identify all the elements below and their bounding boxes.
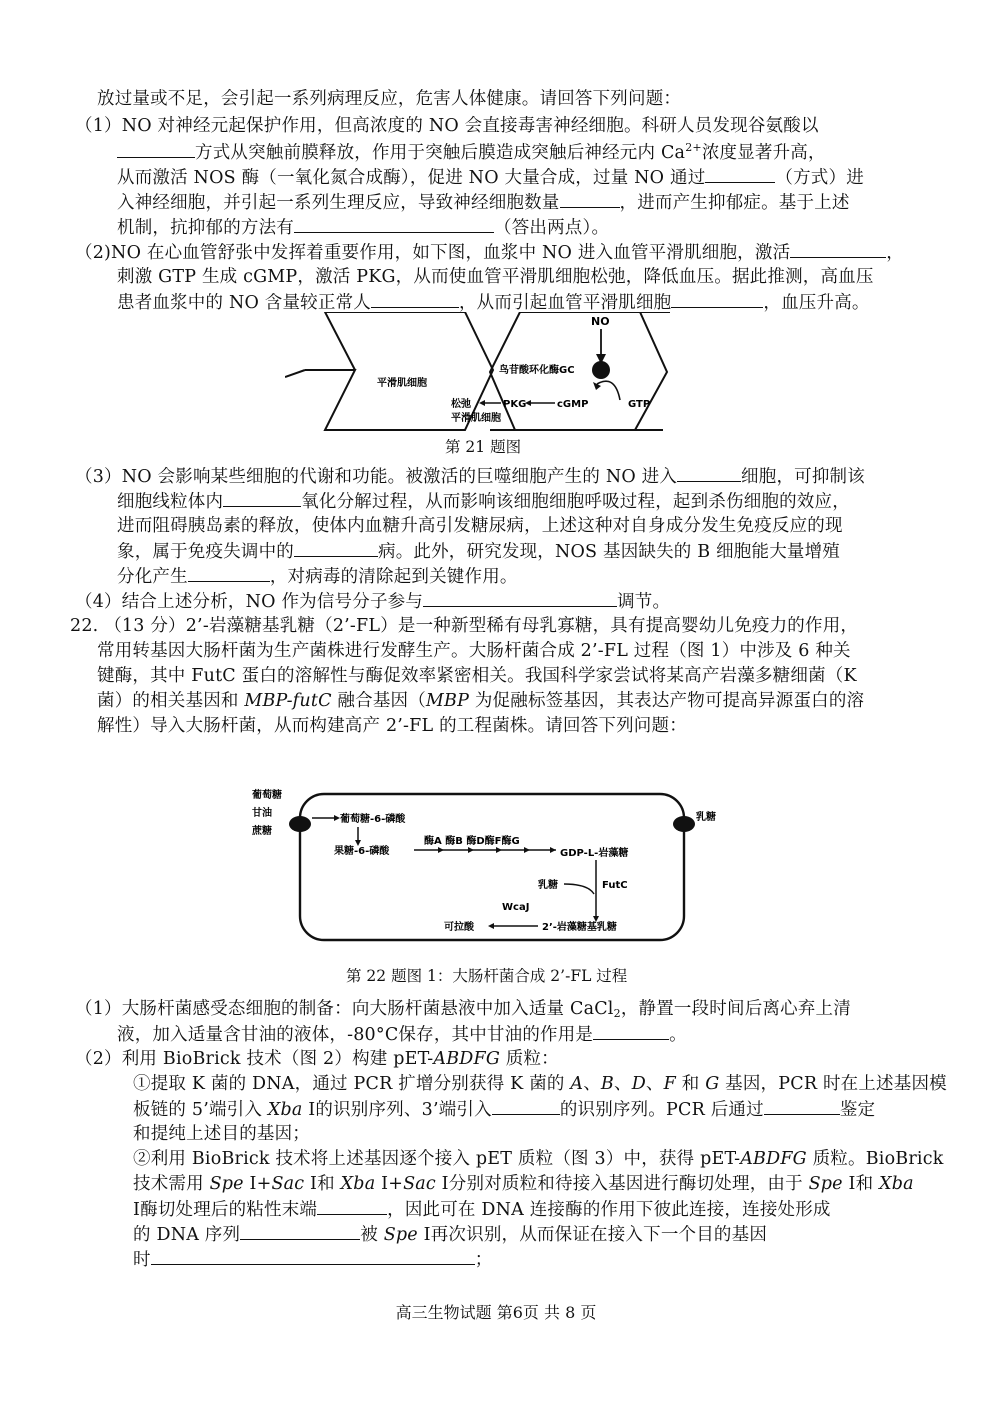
fig21-relax: 松弛: [451, 399, 471, 410]
fig21-cgmp: cGMP: [557, 399, 589, 410]
fig22-2fl: 2’-岩藻糖基乳糖: [542, 922, 617, 933]
answer-blank[interactable]: [705, 165, 775, 183]
fig22-futc: FutC: [602, 880, 628, 891]
text-line: 放过量或不足，会引起一系列病理反应，危害人体健康。请回答下列问题：: [97, 89, 682, 109]
answer-blank[interactable]: [188, 564, 270, 582]
fig21-cell1-label: 平滑肌细胞: [377, 378, 427, 389]
transporter-right-icon: [673, 816, 695, 832]
text-line: 分化产生 ，对病毒的清除起到关键作用。: [117, 564, 518, 589]
fig22-lactose-out: 乳糖: [696, 812, 716, 823]
text-line: 从而激活 NOS 酶（一氧化氮合成酶），促进 NO 大量合成，过量 NO 通过 （方式）进: [117, 165, 864, 190]
text-line: （3）NO 会影响某些细胞的代谢和功能。被激活的巨噬细胞产生的 NO 进入 细胞，可抑制该: [75, 464, 865, 489]
fig22-g6p: 葡萄糖-6-磷酸: [340, 814, 406, 825]
text-line: 入神经细胞，并引起一系列生理反应，导致神经细胞数量 ，进而产生抑郁症。基于上述: [117, 190, 850, 215]
answer-blank[interactable]: [151, 1247, 475, 1265]
text-line: （1）大肠杆菌感受态细胞的制备：向大肠杆菌悬液中加入适量 CaCl$_2$，静置一段时间后离心弃上清: [75, 999, 851, 1020]
fig21-pkg: PKG: [503, 399, 527, 410]
answer-blank[interactable]: [671, 290, 763, 308]
text-line: 象，属于免疫失调中的 病。此外，研究发现，NOS 基因缺失的 B 细胞能大量增殖: [117, 539, 840, 564]
answer-blank[interactable]: [677, 464, 741, 482]
text-line: 技术需用 Spe Ⅰ+Sac Ⅰ和 Xba Ⅰ+Sac Ⅰ分别对质粒和待接入基因进行酶切处理，由于 Spe Ⅰ和 Xba: [133, 1174, 914, 1194]
transporter-left-icon: [289, 816, 311, 832]
answer-blank[interactable]: [790, 240, 886, 258]
figure-22: [238, 782, 738, 952]
answer-blank[interactable]: [117, 140, 195, 158]
text-line: ①提取 K 菌的 DNA，通过 PCR 扩增分别获得 K 菌的 A、B、D、F 和 G 基因，PCR 时在上述基因模: [133, 1074, 947, 1094]
text-line: 刺激 GTP 生成 cGMP，激活 PKG，从而使血管平滑肌细胞松弛，降低血压。据此推测，高血压: [117, 267, 874, 287]
fig21-gc-label: 鸟苷酸环化酶GC: [499, 365, 575, 376]
answer-blank[interactable]: [317, 1197, 387, 1215]
text-line: 常用转基因大肠杆菌为生产菌株进行发酵生产。大肠杆菌合成 2’-FL 过程（图 1）中涉及 6 种关: [97, 641, 851, 661]
answer-blank[interactable]: [294, 539, 378, 557]
question-22-heading: 22. （13 分）2’-岩藻糖基乳糖（2’-FL）是一种新型稀有母乳寡糖，具有提高婴幼儿免疫力的作用，: [70, 616, 859, 636]
page-footer: 高三生物试题 第6页 共 8 页: [395, 1303, 597, 1322]
text-line: 机制，抗抑郁的方法有 （答出两点）。: [117, 215, 609, 240]
answer-blank[interactable]: [371, 290, 459, 308]
figure-22-caption: 第 22 题图 1：大肠杆菌合成 2’-FL 过程: [346, 967, 628, 985]
answer-blank[interactable]: [294, 215, 494, 233]
fig22-f6p: 果糖-6-磷酸: [334, 846, 390, 857]
text-line: （2）利用 BioBrick 技术（图 2）构建 pET-ABDFG 质粒：: [75, 1049, 559, 1069]
answer-blank[interactable]: [492, 1097, 560, 1115]
answer-blank[interactable]: [423, 589, 617, 607]
text-line: 菌）的相关基因和 MBP-futC 融合基因（MBP 为促融标签基因，其表达产物可提高异源蛋白的溶: [97, 691, 865, 711]
text-line: 液，加入适量含甘油的液体，-80°C保存，其中甘油的作用是 。: [117, 1022, 687, 1047]
fig21-no-label: NO: [591, 315, 610, 328]
answer-blank[interactable]: [223, 489, 301, 507]
answer-blank[interactable]: [240, 1222, 360, 1240]
text-line: 和提纯上述目的基因；: [133, 1124, 310, 1144]
fig21-gtp: GTP: [628, 399, 651, 410]
text-line: （2)NO 在心血管舒张中发挥着重要作用，如下图，血浆中 NO 进入血管平滑肌细胞，激活 ，: [75, 240, 904, 265]
text-line: 解性）导入大肠杆菌，从而构建高产 2’-FL 的工程菌株。请回答下列问题：: [97, 716, 687, 736]
text-line: 方式从突触前膜释放，作用于突触后膜造成突触后神经元内 $Ca^{2+}$浓度显著升高，: [117, 140, 826, 165]
fig22-colanic-acid: 可拉酸: [444, 922, 474, 933]
text-line: 板链的 5’端引入 Xba Ⅰ的识别序列、3’端引入 的识别序列。PCR 后通过 鉴定: [133, 1097, 875, 1122]
fig21-cell2-label: 平滑肌细胞: [451, 413, 501, 424]
text-line: 患者血浆中的 NO 含量较正常人 ，从而引起血管平滑肌细胞 ，血压升高。: [117, 290, 870, 315]
fig22-enzymes: 酶A 酶B 酶D酶F酶G: [424, 836, 520, 847]
fig22-wcaj: WcaJ: [502, 902, 530, 913]
text-line: ②利用 BioBrick 技术将上述基因逐个接入 pET 质粒（图 3）中，获得 pET-ABDFG 质粒。BioBrick: [133, 1149, 944, 1169]
answer-blank[interactable]: [560, 190, 620, 208]
text-line: Ⅰ酶切处理后的粘性末端 ，因此可在 DNA 连接酶的作用下彼此连接，连接处形成: [133, 1197, 831, 1222]
fig22-sucrose: 蔗糖: [252, 826, 272, 837]
text-line: 细胞线粒体内 氧化分解过程，从而影响该细胞细胞呼吸过程，起到杀伤细胞的效应，: [117, 489, 850, 514]
text-line: （1）NO 对神经元起保护作用，但高浓度的 NO 会直接毒害神经细胞。科研人员发现谷氨酸以: [75, 116, 819, 136]
text-line: 的 DNA 序列 被 Spe Ⅰ再次识别，从而保证在接入下一个目的基因: [133, 1222, 767, 1247]
figure-21: [285, 312, 685, 437]
text-line: 进而阻碍胰岛素的释放，使体内血糖升高引发糖尿病，上述这种对自身成分发生免疫反应的现: [117, 516, 843, 536]
text-line: 键酶，其中 FutC 蛋白的溶解性与酶促效率紧密相关。我国科学家尝试将某高产岩藻多糖细菌（K: [97, 666, 857, 686]
text-line: （4）结合上述分析，NO 作为信号分子参与 调节。: [75, 589, 670, 614]
fig22-glycerol: 甘油: [252, 808, 272, 819]
text-line: 时 ；: [133, 1247, 492, 1272]
answer-blank[interactable]: [593, 1022, 669, 1040]
fig22-glucose: 葡萄糖: [252, 790, 282, 801]
fig22-lactose-in: 乳糖: [538, 880, 558, 891]
fig22-gdp-fucose: GDP-L-岩藻糖: [560, 848, 629, 859]
answer-blank[interactable]: [764, 1097, 840, 1115]
figure-21-caption: 第 21 题图: [445, 438, 522, 456]
gc-enzyme-icon: [592, 361, 610, 379]
